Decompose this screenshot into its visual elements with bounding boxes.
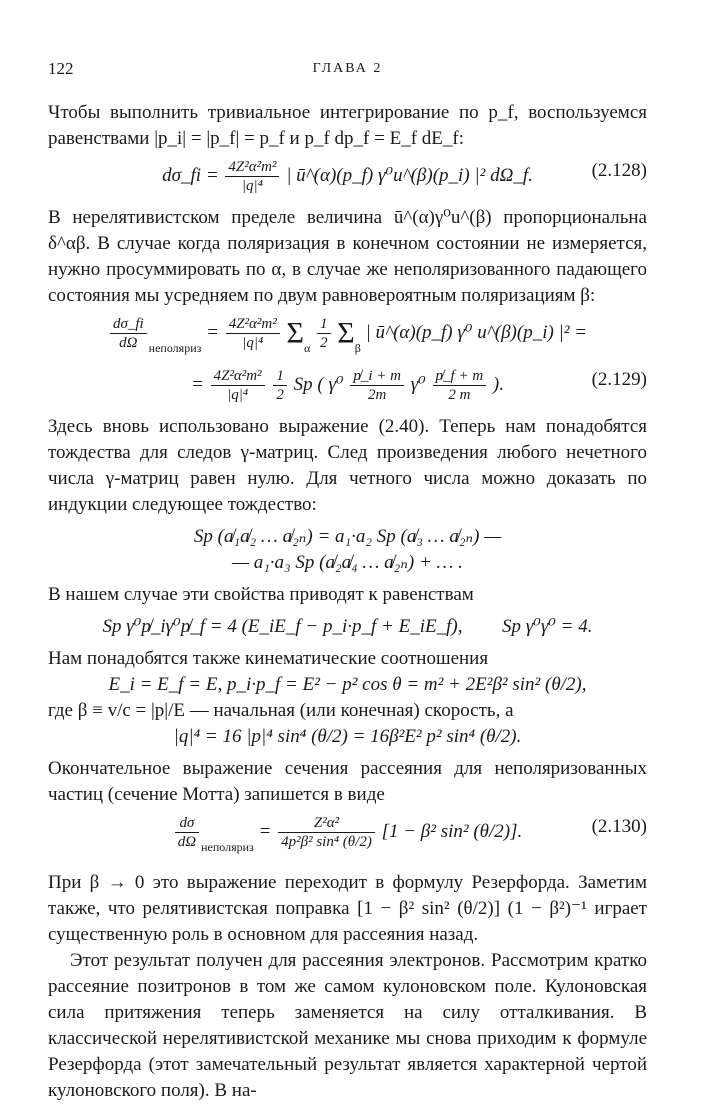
sum-beta: Σ <box>337 316 355 350</box>
eq129-f3 <box>350 367 404 404</box>
page-number: 122 <box>48 59 74 78</box>
equation-2-128 <box>48 158 647 195</box>
trace-identity-line1: Sp (a̸₁a̸₂ … a̸₂ₙ) = a₁·a₂ Sp (a̸₃ … a̸₂ₙ) — <box>193 525 502 547</box>
eq129-half2-den: 2 <box>276 386 284 403</box>
eq129-half2-num: 1 <box>273 367 287 386</box>
eq129-lhs-den: dΩ <box>119 335 138 351</box>
equation-2-130 <box>48 814 647 860</box>
eq129-sp-open: Sp ( γ⁰ <box>293 373 344 395</box>
paragraph-4: В нашем случае эти свойства приводят к равенствам <box>48 583 474 605</box>
eq130-frac-num: Z²α² <box>278 814 375 833</box>
paragraph-2: В нерелятивистском пределе величина ū^(α)γ⁰u^(β) пропорциональна δ^αβ. В случае когда поляризация в конечном состоянии не измеряется, нужно просуммировать по α, в случае же неполяризованного падающего состояния мы усредняем по двум равновероятным поляризациям β: <box>48 207 647 306</box>
q-relation: |q|⁴ = 16 |p|⁴ sin⁴ (θ/2) = 16β²E² p² sin⁴ (θ/2). <box>173 725 522 747</box>
eq128-rhs: | ū^(α)(p_f) γ⁰u^(β)(p_i) |² dΩ_f. <box>286 164 533 186</box>
eq128-frac-num: 4Z²α²m² <box>225 158 279 177</box>
paragraph-5: Нам понадобятся также кинематические соотношения <box>48 647 489 669</box>
eq128-frac-den: |q|⁴ <box>241 178 263 194</box>
eq129-f3-num: p̸_i + m <box>350 367 404 386</box>
eq128-fraction <box>225 158 279 195</box>
equation-2-129-line1: $\frac{d\sigma\_fi}{d\Omega}$ $_{неполяриз}$ = $\frac{\text{4Z²α²m²}}{\text{|q|⁴}}$ $\Sigma_\alpha$ $\frac{1}{2}$ $\Sigma_\beta$ | ū^(α)(p_f) γ⁰ u^(β)(p_i) |² = <box>48 315 647 361</box>
eq129-f4-den: 2 m <box>448 386 471 403</box>
eq128-lhs: dσ_fi = <box>162 164 219 186</box>
equation-sp <box>48 614 647 640</box>
eq129-rhs1: | ū^(α)(p_f) γ⁰ u^(β)(p_i) |² = <box>365 321 588 343</box>
sum-beta-index: β <box>354 340 361 355</box>
paragraph-3: Здесь вновь использовано выражение (2.40). Теперь нам понадобятся тождества для следов γ-матриц. След произведения любого нечетного числа γ-матриц равен нулю. Для четного числа можно доказать по индукции следующее тождество: <box>48 415 647 515</box>
trace-identity-line2: — a₁·a₃ Sp (a̸₂a̸₄ … a̸₂ₙ) + … . <box>232 551 463 573</box>
eq130-frac <box>278 814 375 851</box>
paragraph-7: Окончательное выражение сечения рассеяния для неполяризованных частиц (сечение Мотта) запишется в виде <box>48 757 647 805</box>
eq130-eq-sign: = <box>258 820 272 842</box>
eq128-number: (2.128) <box>591 160 647 181</box>
eq130-lhs-den: dΩ <box>177 833 197 850</box>
sum-alpha-index: α <box>303 340 311 355</box>
paragraph-9: Этот результат получен для рассеяния электронов. Рассмотрим кратко рассеяние позитронов в том же самом кулоновском поле. Кулоновская сила притяжения теперь заменяется на силу отталкивания. В классической нерелятивистской механике мы снова приходим к формуле Резерфорда (этот замечательный результат является характерной чертой кулоновского поля). В на- <box>48 949 647 1101</box>
eq129-f4 <box>433 367 487 404</box>
eq129-lhs-frac <box>110 315 147 352</box>
eq129-half2 <box>273 367 287 404</box>
eq129-f2-den: |q|⁴ <box>227 386 249 403</box>
paragraph-6: где β ≡ v/c = |p|/E — начальная (или конечная) скорость, а <box>48 699 514 721</box>
running-header <box>48 56 647 82</box>
equation-2-129-line2 <box>48 367 647 404</box>
eq129-f1-num: 4Z²α²m² <box>226 315 280 334</box>
eq129-number: (2.129) <box>591 368 647 390</box>
eq129-lhs-sub: неполяриз <box>148 340 202 355</box>
chapter-title: ГЛАВА 2 <box>312 61 383 76</box>
eq129-half-num: 1 <box>317 315 331 334</box>
eq-sp-left: Sp γ⁰p̸_iγ⁰p̸_f = 4 (E_iE_f − p_i·p_f + E_iE_f), <box>102 615 463 637</box>
eq129-half <box>317 315 331 352</box>
eq130-rhs: [1 − β² sin² (θ/2)]. <box>381 820 523 842</box>
eq129-lhs-num: dσ_fi <box>110 315 147 334</box>
eq129-close: ). <box>492 373 504 395</box>
eq130-lhs-frac <box>175 814 199 851</box>
eq129-f2 <box>211 367 265 404</box>
eq129-f1-den: |q|⁴ <box>242 335 264 351</box>
paragraph-1: Чтобы выполнить тривиальное интегрирование по p_f, воспользуемся равенствами |p_i| = |p_f| = p_f и p_f dp_f = E_f dE_f: <box>48 102 647 149</box>
eq130-number: (2.130) <box>591 815 647 837</box>
eq129-f2-num: 4Z²α²m² <box>211 367 265 386</box>
eq129-f4-num: p̸_f + m <box>433 367 487 386</box>
eq-sp-right: Sp γ⁰γ⁰ = 4. <box>501 615 593 637</box>
eq129-f1 <box>226 315 280 352</box>
eq129-line2-eq: = <box>191 373 204 395</box>
eq130-lhs-num: dσ <box>175 814 199 833</box>
eq129-mid: γ⁰ <box>410 373 426 395</box>
eq129-half-den: 2 <box>320 335 328 351</box>
eq130-lhs-sub: неполяриз <box>201 839 254 854</box>
kinematic-relations: E_i = E_f = E, p_i·p_f = E² − p² cos θ = m² + 2E²β² sin² (θ/2), <box>108 673 587 695</box>
paragraph-8: При β → 0 это выражение переходит в формулу Резерфорда. Заметим также, что релятивистская поправка [1 − β² sin² (θ/2)] (1 − β²)⁻¹ играет существенную роль в основном для рассеяния назад. <box>48 871 647 945</box>
eq130-frac-den: 4p²β² sin⁴ (θ/2) <box>281 833 372 850</box>
eq129-f3-den: 2m <box>367 386 387 403</box>
sum-alpha: Σ <box>286 316 304 350</box>
